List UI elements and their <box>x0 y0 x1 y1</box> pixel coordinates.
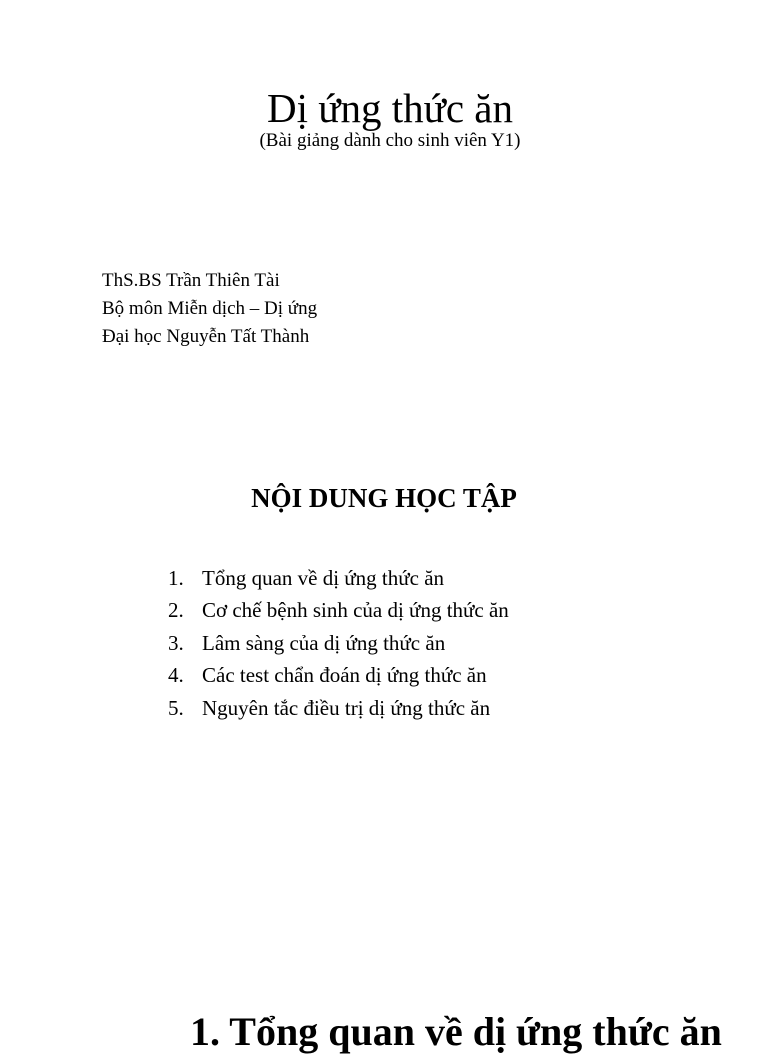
contents-list <box>168 562 509 724</box>
contents-item-text: Tổng quan về dị ứng thức ăn <box>202 566 445 590</box>
contents-heading: NỘI DUNG HỌC TẬP <box>251 483 517 513</box>
author-name: ThS.BS Trần Thiên Tài <box>102 270 280 291</box>
contents-item-number: 1. <box>168 566 184 590</box>
contents-item-number: 4. <box>168 663 184 688</box>
document-subtitle: (Bài giảng dành cho sinh viên Y1) <box>259 130 521 151</box>
author-department: Bộ môn Miễn dịch – Dị ứng <box>102 298 318 319</box>
contents-item-number: 5. <box>168 695 184 720</box>
contents-item-number: 2. <box>168 598 184 623</box>
contents-item <box>168 659 509 691</box>
contents-item-number: 3. <box>168 630 184 655</box>
author-institution: Đại học Nguyễn Tất Thành <box>102 326 310 347</box>
contents-item-text: Các test chẩn đoán dị ứng thức ăn <box>202 663 487 688</box>
document-title: Dị ứng thức ăn <box>267 85 513 131</box>
contents-item <box>168 562 509 594</box>
author-block <box>102 267 317 351</box>
contents-item <box>168 692 509 724</box>
next-section-heading: 1. Tổng quan về dị ứng thức ăn <box>190 1009 722 1054</box>
contents-item-text: Cơ chế bệnh sinh của dị ứng thức ăn <box>202 598 509 623</box>
contents-item-text: Lâm sàng của dị ứng thức ăn <box>202 630 446 655</box>
contents-item-text: Nguyên tắc điều trị dị ứng thức ăn <box>202 695 491 720</box>
contents-item <box>168 627 509 659</box>
contents-item <box>168 594 509 626</box>
